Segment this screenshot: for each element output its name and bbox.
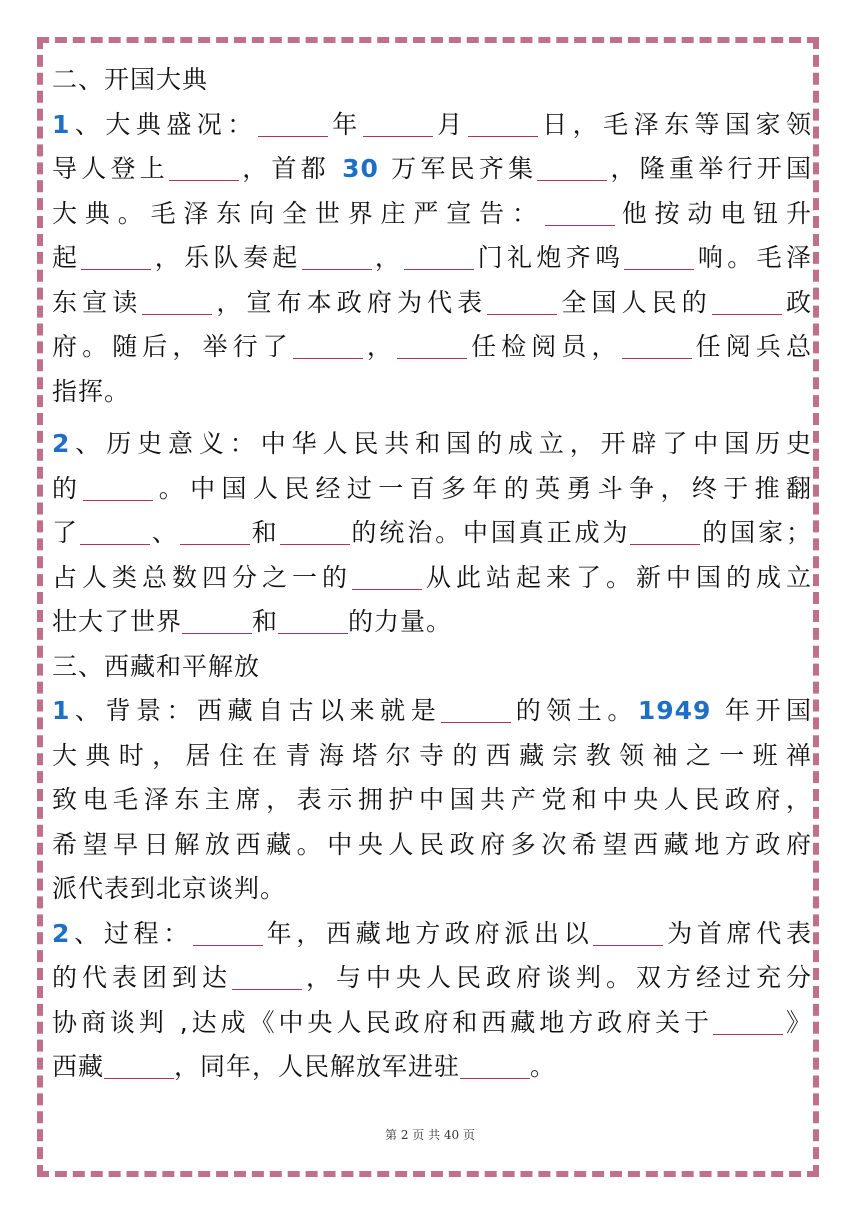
fill-blank[interactable]	[545, 200, 615, 226]
fill-blank[interactable]	[713, 1009, 783, 1035]
fill-blank[interactable]	[104, 1053, 174, 1079]
fill-blank[interactable]	[593, 920, 663, 946]
paragraph-process: 2、过程： 年，西藏地方政府派出以 为首席代表 的代表团到达 ，与中央人民政府谈判。双方经过充分 协商谈判 ,达成《中央人民政府和西藏地方政府关于 》 西藏 ，同年，人民解放军进驻 。	[52, 918, 812, 1081]
section-heading-tibet: 三、西藏和平解放	[52, 651, 261, 681]
fill-blank[interactable]	[487, 289, 557, 315]
fill-blank[interactable]	[352, 564, 422, 590]
fill-blank[interactable]	[363, 111, 433, 137]
fill-blank[interactable]	[142, 289, 212, 315]
page-footer: 第 2 页 共 40 页	[385, 1128, 475, 1142]
fill-blank[interactable]	[624, 244, 694, 270]
fill-blank[interactable]	[232, 964, 302, 990]
fill-blank[interactable]	[712, 289, 782, 315]
item-number: 1	[52, 696, 71, 725]
fill-blank[interactable]	[80, 519, 150, 545]
fill-blank[interactable]	[293, 333, 363, 359]
fill-blank[interactable]	[278, 608, 348, 634]
fill-blank[interactable]	[258, 111, 328, 137]
fill-blank[interactable]	[404, 244, 474, 270]
item-number: 2	[52, 918, 71, 948]
fill-blank[interactable]	[622, 333, 692, 359]
fill-blank[interactable]	[193, 920, 263, 946]
paragraph-significance: 2、历史意义：中华人民共和国的成立，开辟了中国历史 的 。中国人民经过一百多年的英勇斗争，终于推翻 了 、 和 的统治。中国真正成为 的国家； 占人类总数四分之一的 从此站起来了。新中国的成立 壮大了世界 和 的力量。	[52, 429, 812, 636]
fill-blank[interactable]	[468, 111, 538, 137]
fill-blank[interactable]	[280, 519, 350, 545]
fill-blank[interactable]	[180, 519, 250, 545]
fill-blank[interactable]	[81, 244, 151, 270]
section-heading-founding-ceremony: 二、开国大典	[52, 65, 209, 94]
fill-blank[interactable]	[182, 608, 252, 634]
fill-blank[interactable]	[397, 333, 467, 359]
paragraph-background: 1、背景：西藏自古以来就是 的领土。1949 年开国 大典时，居住在青海塔尔寺的西藏宗教领袖之一班禅 致电毛泽东主席，表示拥护中国共产党和中央人民政府， 希望早日解放西藏。中央人民政府多次希望西藏地方政府 派代表到北京谈判。	[52, 696, 812, 903]
worksheet-content	[52, 58, 812, 1090]
fill-blank[interactable]	[630, 519, 700, 545]
fill-blank[interactable]	[169, 155, 239, 181]
fill-blank[interactable]	[83, 475, 153, 501]
fill-blank[interactable]	[441, 697, 511, 723]
item-number: 2	[52, 429, 71, 458]
fill-blank[interactable]	[460, 1053, 530, 1079]
item-number: 1	[52, 109, 71, 139]
fill-blank[interactable]	[537, 155, 607, 181]
fill-blank[interactable]	[302, 244, 372, 270]
paragraph-ceremony: 1、大典盛况： 年 月 日，毛泽东等国家领 导人登上 ，首都 30 万军民齐集 ，隆重举行开国 大典。毛泽东向全世界庄严宣告： 他按动电钮升 起 ，乐队奏起 ， 门礼炮齐鸣 响。毛泽 东宣读 ，宣布本政府为代表 全国人民的 政 府。随后，举行了 ， 任检阅员， 任阅兵总 指挥。	[52, 109, 812, 406]
